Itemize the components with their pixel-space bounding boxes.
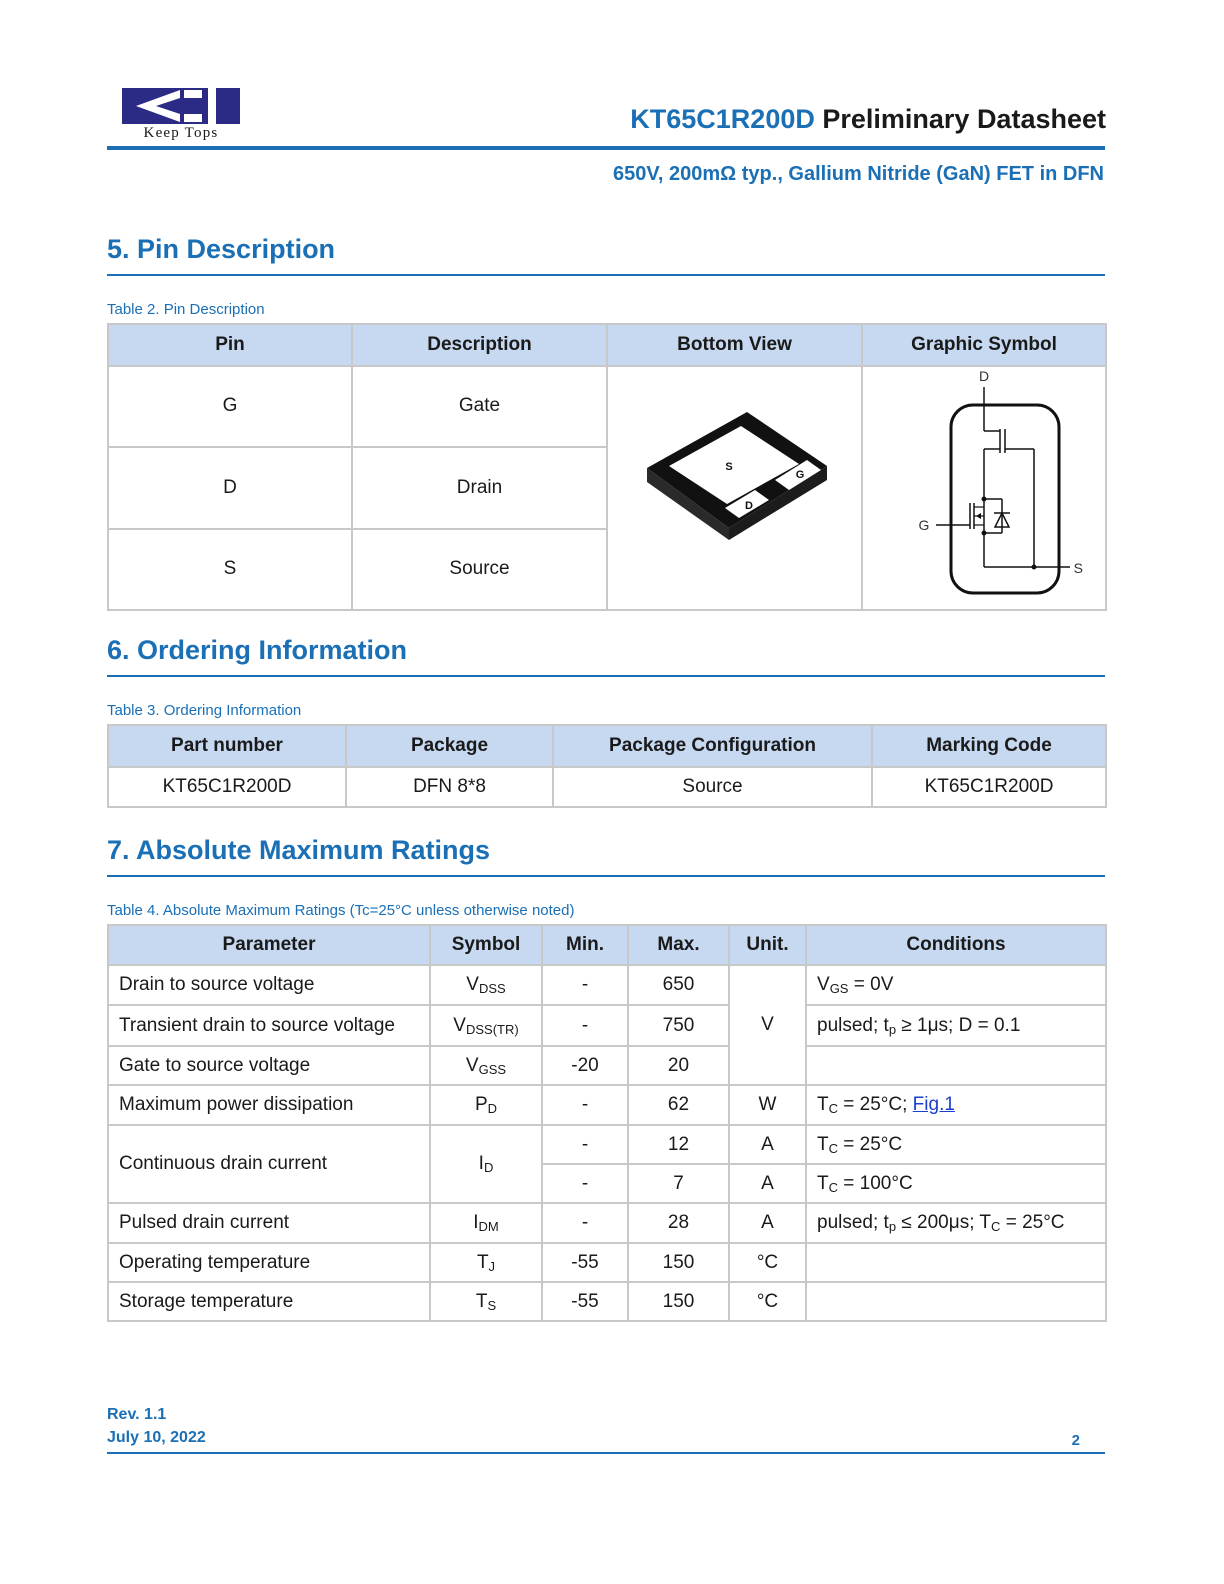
symbol-cell: $V_{GSS}$: [430, 1046, 542, 1085]
part-number-cell: KT65C1R200D: [108, 767, 346, 807]
conditions-cell: [806, 1282, 1106, 1321]
header-symbol: Symbol: [430, 925, 542, 965]
description-cell: Drain: [352, 447, 607, 529]
company-logo: [122, 88, 240, 142]
package-cell: DFN 8*8: [346, 767, 553, 807]
header-rule: [107, 146, 1105, 150]
header-max: Max.: [628, 925, 729, 965]
unit-cell: W: [729, 1085, 806, 1125]
fig-1-link[interactable]: Fig.1: [912, 1094, 955, 1115]
parameter-cell: Continuous drain current: [108, 1125, 430, 1203]
unit-cell: A: [729, 1203, 806, 1243]
document-subtitle: 650V, 200mΩ typ., Gallium Nitride (GaN) FET in DFN: [613, 163, 1104, 185]
parameter-cell: Transient drain to source voltage: [108, 1005, 430, 1046]
symbol-cell: $I_D$: [430, 1125, 542, 1203]
header-bottom-view: Bottom View: [607, 324, 862, 366]
min-cell: -: [542, 1164, 628, 1203]
symbol-cell: $V_{DSS}$: [430, 965, 542, 1005]
header-min: Min.: [542, 925, 628, 965]
conditions-cell: $V_{GS} = 0V$: [806, 965, 1106, 1005]
pin-cell: S: [108, 529, 352, 610]
min-cell: -20: [542, 1046, 628, 1085]
section-title-ratings: 7. Absolute Maximum Ratings: [107, 835, 491, 865]
table-row: [108, 965, 1106, 1005]
symbol-cell: $T_J$: [430, 1243, 542, 1282]
symbol-label-s: S: [1073, 560, 1083, 576]
page-number: 2: [1071, 1432, 1080, 1449]
header-graphic-symbol: Graphic Symbol: [862, 324, 1106, 366]
symbol-label-d: D: [978, 368, 990, 384]
min-cell: -: [542, 1125, 628, 1164]
table-row: [108, 366, 1106, 447]
parameter-cell: Maximum power dissipation: [108, 1085, 430, 1125]
title-part-number: KT65C1R200D: [630, 104, 815, 134]
conditions-cell: [806, 1243, 1106, 1282]
title-suffix: Preliminary Datasheet: [814, 104, 1106, 134]
package-configuration-cell: Source: [553, 767, 872, 807]
marking-code-cell: KT65C1R200D: [872, 767, 1106, 807]
header-unit: Unit.: [729, 925, 806, 965]
footer-revision: Rev. 1.1: [107, 1406, 167, 1423]
conditions-cell: [806, 1046, 1106, 1085]
unit-cell: A: [729, 1164, 806, 1203]
conditions-cell: $T_C = 25^\circ C$: [806, 1125, 1106, 1164]
symbol-cell: $P_D$: [430, 1085, 542, 1125]
section-rule: [107, 875, 1105, 877]
header-marking-code: Marking Code: [872, 725, 1106, 767]
unit-cell: °C: [729, 1243, 806, 1282]
max-cell: 150: [628, 1282, 729, 1321]
pin-cell: G: [108, 366, 352, 447]
max-cell: 650: [628, 965, 729, 1005]
conditions-cell: $T_C = 100^\circ C$: [806, 1164, 1106, 1203]
min-cell: -55: [542, 1243, 628, 1282]
symbol-cell: $T_S$: [430, 1282, 542, 1321]
gan-fet-symbol-icon: [884, 367, 1084, 603]
graphic-symbol-cell: [862, 366, 1106, 610]
document-title: [630, 104, 1106, 135]
max-cell: 150: [628, 1243, 729, 1282]
bottom-view-label-s: S: [724, 461, 733, 473]
keep-tops-logo-icon: [122, 88, 240, 126]
min-cell: -: [542, 1005, 628, 1046]
max-cell: 7: [628, 1164, 729, 1203]
section-rule: [107, 274, 1105, 276]
table-row: [108, 1243, 1106, 1282]
logo-text: Keep Tops: [143, 125, 219, 141]
header-description: Description: [352, 324, 607, 366]
bottom-view-label-d: D: [744, 500, 753, 512]
conditions-cell: pulsed; $t_p \ge 1\mu s$; D = 0.1: [806, 1005, 1106, 1046]
table-header-row: [108, 324, 1106, 366]
unit-cell: V: [729, 965, 806, 1085]
header-package: Package: [346, 725, 553, 767]
parameter-cell: Pulsed drain current: [108, 1203, 430, 1243]
parameter-cell: Drain to source voltage: [108, 965, 430, 1005]
section-title-pin-description: 5. Pin Description: [107, 234, 336, 264]
min-cell: -: [542, 965, 628, 1005]
footer-rule: [107, 1452, 1105, 1454]
table-header-row: [108, 725, 1106, 767]
symbol-label-g: G: [918, 517, 930, 533]
symbol-cell: $I_{DM}$: [430, 1203, 542, 1243]
pin-cell: D: [108, 447, 352, 529]
symbol-cell: $V_{DSS(TR)}$: [430, 1005, 542, 1046]
table-row: [108, 1203, 1106, 1243]
table-caption-pin: Table 2. Pin Description: [107, 301, 265, 318]
min-cell: -55: [542, 1282, 628, 1321]
parameter-cell: Gate to source voltage: [108, 1046, 430, 1085]
conditions-cell: $T_C = 25^\circ C$; Fig.1: [806, 1085, 1106, 1125]
bottom-view-cell: [607, 366, 862, 610]
table-row: [108, 1282, 1106, 1321]
table-row: [108, 1085, 1106, 1125]
header-parameter: Parameter: [108, 925, 430, 965]
absolute-maximum-ratings-table: [107, 924, 1107, 1322]
header-part-number: Part number: [108, 725, 346, 767]
table-row: [108, 767, 1106, 807]
bottom-view-label-g: G: [795, 469, 804, 481]
max-cell: 28: [628, 1203, 729, 1243]
conditions-cell: pulsed; $t_p \le 200\mu s$; $T_C = 25^\circ C$: [806, 1203, 1106, 1243]
max-cell: 62: [628, 1085, 729, 1125]
table-row: [108, 1125, 1106, 1164]
max-cell: 750: [628, 1005, 729, 1046]
table-caption-ratings: Table 4. Absolute Maximum Ratings (Tc=25°C unless otherwise noted): [107, 902, 575, 919]
unit-cell: A: [729, 1125, 806, 1164]
max-cell: 20: [628, 1046, 729, 1085]
dfn-package-bottom-view-icon: [635, 410, 835, 560]
table-row: [108, 1046, 1106, 1085]
table-row: [108, 1005, 1106, 1046]
ordering-table: [107, 724, 1107, 808]
footer-date: July 10, 2022: [107, 1429, 206, 1446]
pin-description-table: [107, 323, 1107, 611]
parameter-cell: Operating temperature: [108, 1243, 430, 1282]
section-title-ordering: 6. Ordering Information: [107, 635, 408, 665]
unit-cell: °C: [729, 1282, 806, 1321]
description-cell: Source: [352, 529, 607, 610]
min-cell: -: [542, 1085, 628, 1125]
header-pin: Pin: [108, 324, 352, 366]
header-package-configuration: Package Configuration: [553, 725, 872, 767]
table-header-row: [108, 925, 1106, 965]
max-cell: 12: [628, 1125, 729, 1164]
parameter-cell: Storage temperature: [108, 1282, 430, 1321]
header-conditions: Conditions: [806, 925, 1106, 965]
table-caption-ordering: Table 3. Ordering Information: [107, 702, 302, 719]
min-cell: -: [542, 1203, 628, 1243]
section-rule: [107, 675, 1105, 677]
description-cell: Gate: [352, 366, 607, 447]
